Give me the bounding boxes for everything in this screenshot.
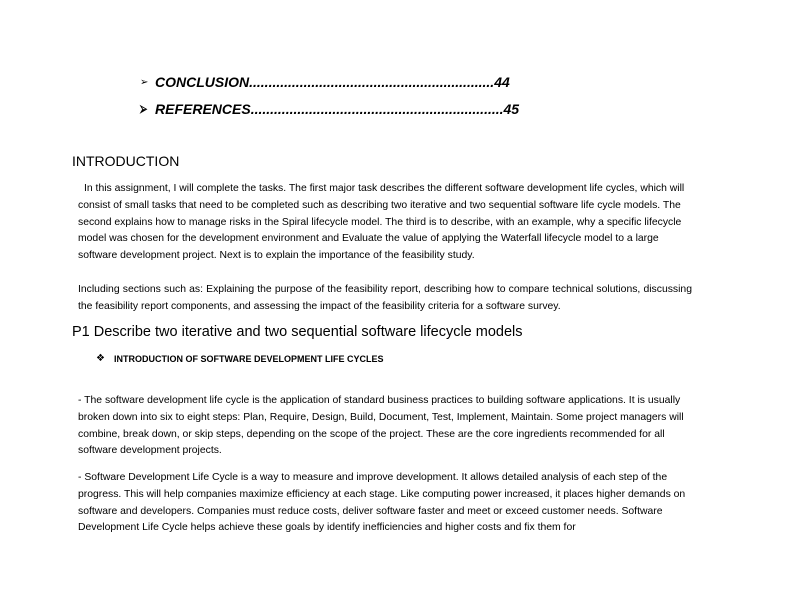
p1-heading: P1 Describe two iterative and two sequential software lifecycle models xyxy=(72,324,523,340)
introduction-text-1: In this assignment, I will complete the tasks. The first major task describes the different software development life cycles, which will consist of small tasks that need to be completed such as describing two iterative and two sequential software life cycle models. The second explains how to manage risks in the Spiral lifecycle model. The third is to describe, with an example, why a specific lifecycle model was chosen for the development environment and Evaluate the value of applying the Waterfall lifecycle model to a large software development project. Next is to explain the importance of the feasibility study. xyxy=(78,183,685,262)
sdlc-text-1: - The software development life cycle is the application of standard business practices to building software applications. It is usually broken down into six to eight steps: Plan, Require, Design, Build, Document, Test, Implement, Maintain. Some project managers will combine, break down, or skip steps, depending on the scope of the project. These are the core ingredients recommended for all software development projects. xyxy=(78,395,684,457)
sdlc-text-2: - Software Development Life Cycle is a way to measure and improve development. It allows detailed analysis of each step of the progress. This will help companies maximize efficiency at each stage. Like computing power increased, it places higher demands on software and developers. Companies must reduce costs, deliver software faster and meet or exceed customer needs. Software Development Life Cycle helps achieve these goals by identify inefficiencies and higher costs and fix them for xyxy=(78,472,686,534)
toc-page-number: 44 xyxy=(494,74,510,90)
toc-leader: ............................................................... xyxy=(249,74,495,90)
introduction-paragraph-2 xyxy=(78,282,692,316)
sdlc-subheading-text: INTRODUCTION OF SOFTWARE DEVELOPMENT LIFE CYCLES xyxy=(114,353,384,364)
toc-label: REFERENCES xyxy=(155,101,251,117)
diamond-bullet-icon: ❖ xyxy=(96,353,105,364)
sdlc-paragraph-1 xyxy=(78,393,692,460)
toc-label: CONCLUSION xyxy=(155,74,250,90)
introduction-heading: INTRODUCTION xyxy=(72,153,180,169)
toc-entry-conclusion[interactable] xyxy=(140,72,510,92)
introduction-text-2: Including sections such as: Explaining the purpose of the feasibility report, describing how to compare technical solutions, discussing the feasibility report components, and assessing the impact of the feasibility criteria for a software survey. xyxy=(78,284,692,312)
introduction-paragraph-1 xyxy=(78,181,692,265)
arrow-bullet-icon: ➢ xyxy=(140,76,149,88)
toc-page-number: 45 xyxy=(503,101,520,117)
sdlc-subheading xyxy=(96,353,384,364)
toc-entry-references[interactable] xyxy=(140,99,519,119)
toc-leader: ................................................................. xyxy=(250,101,504,117)
arrow-bullet-icon: ⮚ xyxy=(140,103,148,115)
sdlc-paragraph-2 xyxy=(78,470,692,537)
